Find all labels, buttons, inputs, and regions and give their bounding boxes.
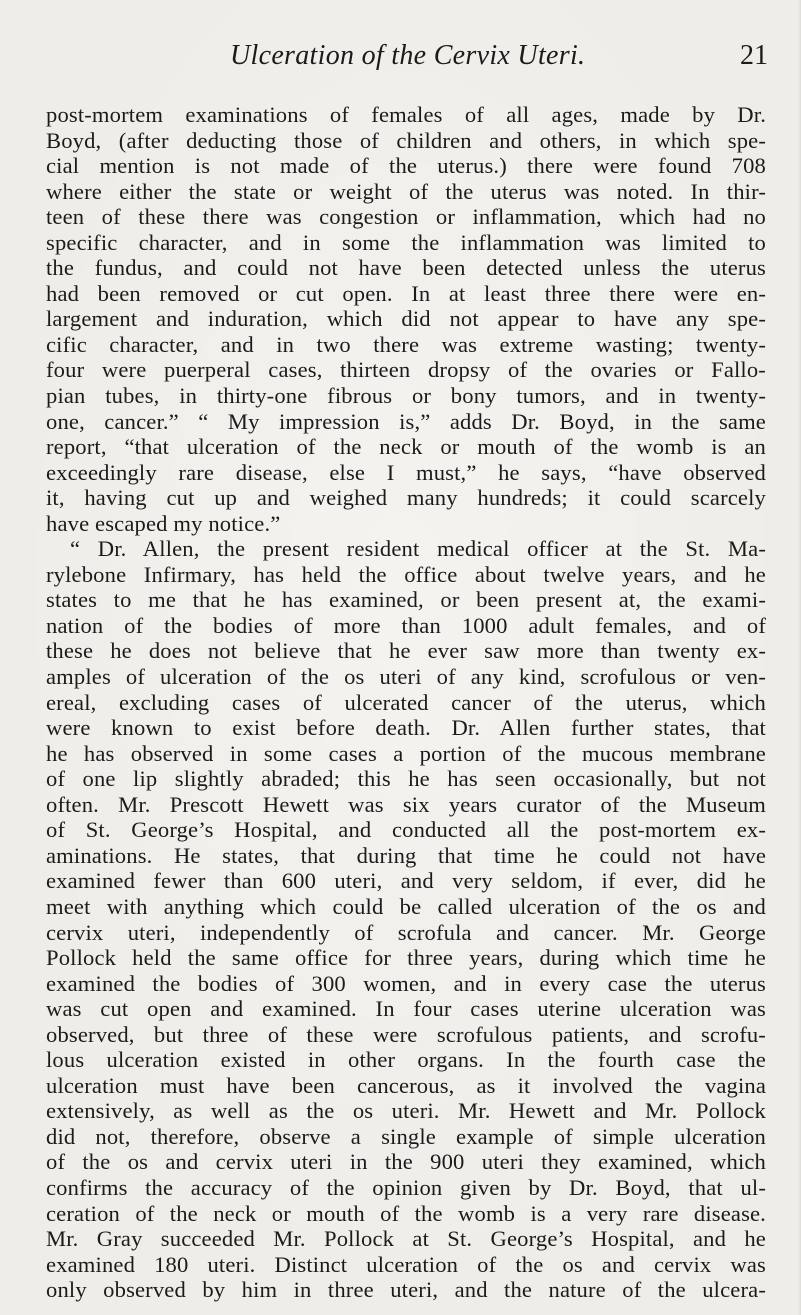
text-line: was cut open and examined. In four cases uterine ulceration was <box>46 996 766 1022</box>
text-line: Mr. Gray succeeded Mr. Pollock at St. George’s Hospital, and he <box>46 1226 766 1252</box>
text-line: cial mention is not made of the uterus.) there were found 708 <box>46 153 766 179</box>
text-line: one, cancer.” “ My impression is,” adds Dr. Boyd, in the same <box>46 408 766 434</box>
text-line: aminations. He states, that during that time he could not have <box>46 842 766 868</box>
text-line: extensively, as well as the os uteri. Mr. Hewett and Mr. Pollock <box>46 1098 766 1124</box>
text-line: amples of ulceration of the os uteri of any kind, scrofulous or ven- <box>46 664 766 690</box>
text-line: examined the bodies of 300 women, and in every case the uterus <box>46 970 766 996</box>
text-line: pian tubes, in thirty-one fibrous or bony tumors, and in twenty- <box>46 383 766 409</box>
text-line: examined fewer than 600 uteri, and very seldom, if ever, did he <box>46 868 766 894</box>
text-line: these he does not believe that he ever saw more than twenty ex- <box>46 638 766 664</box>
page-number: 21 <box>740 40 768 71</box>
text-line: had been removed or cut open. In at least three there were en- <box>46 280 766 306</box>
text-line: lous ulceration existed in other organs. In the fourth case the <box>46 1047 766 1073</box>
text-line: rylebone Infirmary, has held the office about twelve years, and he <box>46 561 766 587</box>
text-line: teen of these there was congestion or inflammation, which had no <box>46 204 766 230</box>
text-line: cific character, and in two there was extreme wasting; twenty- <box>46 331 766 357</box>
text-line: often. Mr. Prescott Hewett was six years curator of the Museum <box>46 791 766 817</box>
text-line: specific character, and in some the inflammation was limited to <box>46 229 766 255</box>
text-line: meet with anything which could be called ulceration of the os and <box>46 893 766 919</box>
text-line: ulceration must have been cancerous, as it involved the vagina <box>46 1072 766 1098</box>
text-line: states to me that he has examined, or been present at, the exami- <box>46 587 766 613</box>
text-line: Boyd, (after deducting those of children and others, in which spe- <box>46 127 766 153</box>
text-line: report, “that ulceration of the neck or mouth of the womb is an <box>46 434 766 460</box>
text-line: only observed by him in three uteri, and the nature of the ulcera- <box>46 1277 766 1303</box>
text-line: have escaped my notice.” <box>46 510 281 536</box>
running-title: Ulceration of the Cervix Uteri. <box>230 40 586 71</box>
text-line: where either the state or weight of the uterus was noted. In thir- <box>46 178 766 204</box>
text-line: of St. George’s Hospital, and conducted all the post-mortem ex- <box>46 817 766 843</box>
text-line: ceration of the neck or mouth of the womb is a very rare disease. <box>46 1200 766 1226</box>
text-line: four were puerperal cases, thirteen dropsy of the ovaries or Fallo- <box>46 357 766 383</box>
text-line: exceedingly rare disease, else I must,” he says, “have observed <box>46 459 766 485</box>
page-header <box>50 40 780 80</box>
text-line: ereal, excluding cases of ulcerated cancer of the uterus, which <box>46 689 766 715</box>
text-line: largement and induration, which did not appear to have any spe- <box>46 306 766 332</box>
text-line: he has observed in some cases a portion of the mucous membrane <box>46 740 766 766</box>
text-line: were known to exist before death. Dr. Allen further states, that <box>46 715 766 741</box>
text-line: Pollock held the same office for three years, during which time he <box>46 945 766 971</box>
text-line: did not, therefore, observe a single example of simple ulceration <box>46 1123 766 1149</box>
text-line: cervix uteri, independently of scrofula and cancer. Mr. George <box>46 919 766 945</box>
text-line: nation of the bodies of more than 1000 adult females, and of <box>46 612 766 638</box>
text-line: post-mortem examinations of females of all ages, made by Dr. <box>46 102 766 127</box>
text-line: confirms the accuracy of the opinion given by Dr. Boyd, that ul- <box>46 1174 766 1200</box>
text-line: observed, but three of these were scrofulous patients, and scrofu- <box>46 1021 766 1047</box>
text-line: it, having cut up and weighed many hundreds; it could scarcely <box>46 485 766 511</box>
text-line: the fundus, and could not have been detected unless the uterus <box>46 255 766 281</box>
text-line: of one lip slightly abraded; this he has seen occasionally, but not <box>46 766 766 792</box>
body-text <box>46 102 766 1303</box>
text-line: of the os and cervix uteri in the 900 uteri they examined, which <box>46 1149 766 1175</box>
text-line: “ Dr. Allen, the present resident medical officer at the St. Ma- <box>70 536 766 562</box>
text-line: examined 180 uteri. Distinct ulceration of the os and cervix was <box>46 1251 766 1277</box>
